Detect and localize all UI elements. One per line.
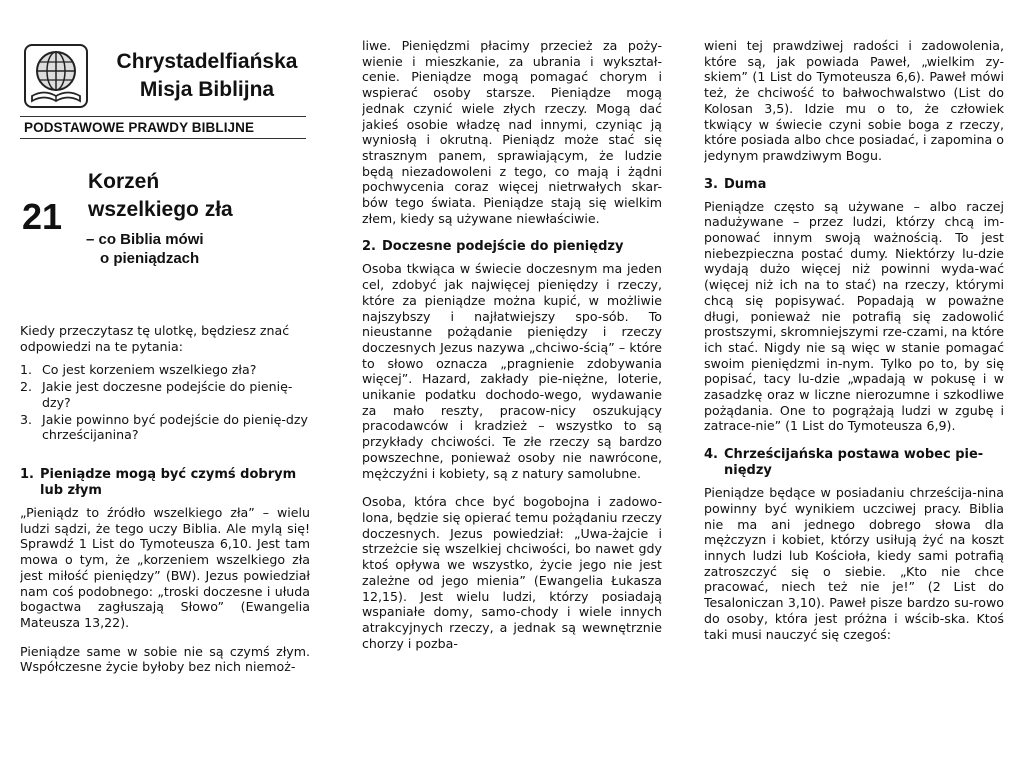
- section-heading-text: Doczesne podejście do pieniędzy: [382, 239, 624, 255]
- column-3: [704, 38, 1004, 763]
- organization-name-line2: Misja Biblijna: [139, 78, 275, 101]
- section-number: 2.: [362, 239, 376, 255]
- intro-lead: Kiedy przeczytasz tę ulotkę, będziesz znać odpowiedzi na te pytania:: [20, 323, 290, 354]
- issue-number: 21: [22, 196, 63, 237]
- section-1-heading: [20, 467, 310, 499]
- section-heading-text: Duma: [724, 176, 767, 192]
- section-1-paragraph-2-start: Pieniądze same w sobie nie są czymś złym. Współczesne życie byłoby bez nich niemoż-: [20, 643, 310, 675]
- question-number: 1.: [20, 362, 33, 378]
- globe-bible-logo: [24, 44, 88, 108]
- section-4-heading: [704, 447, 1004, 479]
- organization-name: [102, 48, 310, 104]
- section-2-paragraph-2-start: Osoba, która chce być bogobojna i zadowo-lona, będzie się opierać temu pożądaniu rzeczy doczesnych. Jezus powiedział: „Uwa-żajcie i strzeżcie się wszelkiej chciwości, bo nawet gdy ktoś opływa we wszystko, życie jego nie jest zależne od jego mienia” (Ewangelia Łukasza 12,15). Jest wielu ludzi, którzy posiadają wspaniałe domy, samo-chody i wiele innych atrakcyjnych rzeczy, a jednak są wewnętrznie chorzy i pozba-: [362, 494, 662, 651]
- leaflet-title-line1: Korzeń: [88, 170, 160, 193]
- section-1: [20, 467, 310, 675]
- section-number: 4.: [704, 447, 718, 463]
- question-text: Jakie powinno być podejście do pienię-dzy chrześcijanina?: [42, 411, 308, 443]
- series-title: PODSTAWOWE PRAWDY BIBLIJNE: [20, 116, 306, 139]
- section-2-heading: [362, 239, 662, 255]
- section-3-heading: [704, 177, 1004, 193]
- section-2-paragraph-1: Osoba tkwiąca w świecie doczesnym ma jeden cel, zdobyć jak najwięcej pieniędzy i rzeczy, które za pieniądze można kupić, w możliwie najszybszy i najłatwiejszy spo-sób. To nieustanne pożądanie pieniędzy i rzeczy doczesnych Jezus nazywa „chciwo-ścią” – które to słowo oznacza „pragnienie zdobywania więcej”. Hazard, zakłady pie-niężne, loterie, unikanie podatku dochodo-wego, wydawanie za mało reszty, pracow-nicy oszukujący pracodawców i kradzież – wszystko to są przykłady chciwości. Te złe rzeczy są bardzo powszechne, ponieważ osoby nie nawrócone, mężczyźni i kobiety, są z natury samolubne.: [362, 261, 662, 481]
- section-3-paragraph-1: Pieniądze często są używane – albo raczej nadużywane – przez ludzi, którzy chcą im-ponować innym swoją ważnością. To jest niebezpieczna postać dumy. Niektórzy lu-dzie wydają dużo więcej niż powinni wyda-wać (więcej niż ich na to stać) na rzeczy, którymi chcą się popisywać. Popadają w poważne długi, ponieważ nie potrafią się zadowolić prostszymi, skromniejszymi rze-czami, na które ich stać. Nigdy nie są więc w stanie pomagać swoim pieniędzmi in-nym. Tylko po to, by się popisać, tacy lu-dzie „wpadają w pokusę i w zasadzkę oraz w liczne nierozumne i szkodliwe pożądania. One to pogrążają ludzi w zgubę i zatrace-nie” (1 List do Tymoteusza 6,9).: [704, 198, 1004, 434]
- leaflet-subtitle-line2: o pieniądzach: [100, 250, 200, 267]
- section-number: 3.: [704, 176, 718, 192]
- section-2-paragraph-2-continued: wieni tej prawdziwej radości i zadowolenia, które są, jak powiada Paweł, „wielkim zy-skiem” (1 List do Tymoteusza 6,6). Paweł mówi też, że chciwość to bałwochwalstwo (List do Kolosan 3,5). Idzie mu o to, że człowiek tkwiący w świecie czyni sobie boga z rzeczy, które posiada albo chce posiadać, i zapomina o jedynym prawdziwym Bogu.: [704, 38, 1004, 163]
- question-number: 2.: [20, 379, 33, 395]
- section-heading-text: Pieniądze mogą być czymś dobrym lub złym: [40, 467, 297, 498]
- section-1-paragraph-1: „Pieniądz to źródło wszelkiego zła” – wielu ludzi sądzi, że tego uczy Biblia. Ale mylą się! Sprawdź 1 List do Tymoteusza 6,10. Jest tam mowa o tym, że „korzeniem wszelkiego zła jest miłość pieniędzy” (BW). Jezus powiedział nam coś podobnego: „troski doczesne i ułuda bogactwa zagłuszają Słowo” (Ewangelia Mateusza 13,22).: [20, 505, 310, 630]
- leaflet-title-line2: wszelkiego zła: [88, 198, 233, 221]
- question-list: [20, 362, 310, 443]
- column-2: [362, 38, 662, 763]
- question-item: [20, 412, 310, 443]
- column-1: [20, 0, 310, 725]
- question-item: [20, 362, 310, 378]
- question-number: 3.: [20, 411, 33, 427]
- leaflet-subtitle: [86, 230, 301, 268]
- intro-block: [20, 323, 310, 444]
- leaflet-subtitle-line1: – co Biblia mówi: [86, 231, 204, 248]
- section-4-paragraph-1: Pieniądze będące w posiadaniu chrześcija-nina powinny być wynikiem uczciwej pracy. Biblia nie ma ani jednego dobrego słowa dla mężczyzn i kobiet, którzy usiłują żyć na koszt innych ludzi lub Kościoła, kiedy sami potrafią zatroszczyć się o siebie. „Kto nie chce pracować, niech też nie je!” (2 List do Tesaloniczan 3,10). Paweł pisze bardzo su-rowo do osoby, która jest próżna i wścib-ska. Ktoś taki musi nauczyć się czegoś:: [704, 485, 1004, 642]
- organization-name-line1: Chrystadelfiańska: [116, 50, 298, 73]
- question-text: Co jest korzeniem wszelkiego zła?: [42, 362, 257, 378]
- section-heading-text: Chrześcijańska postawa wobec pie-niędzy: [724, 447, 984, 479]
- section-number: 1.: [20, 467, 34, 482]
- leaflet-title: [88, 168, 303, 224]
- question-text: Jakie jest doczesne podejście do pienię-dzy?: [42, 379, 293, 410]
- question-item: [20, 379, 310, 410]
- section-1-paragraph-2-continued: liwe. Pieniędzmi płacimy przecież za poży-wienie i mieszkanie, za ubrania i wykształ-cenie. Pieniądze mogą pomagać chorym i wspierać osoby starsze. Pieniądze mogą jednak czynić wiele złych rzeczy. Mogą dać jakieś osobie władzę nad innymi, czyniąc ją wyniosłą i okrutną. Pieniądz może stać się strasznym panem, sprawiającym, że ludzie będą niezadowoleni z tego, co mają i żądni pochwycenia coraz więcej nietrwałych skar-bów tego świata. Pieniądze stają się wielkim złem, kiedy są używane niewłaściwie.: [362, 38, 662, 226]
